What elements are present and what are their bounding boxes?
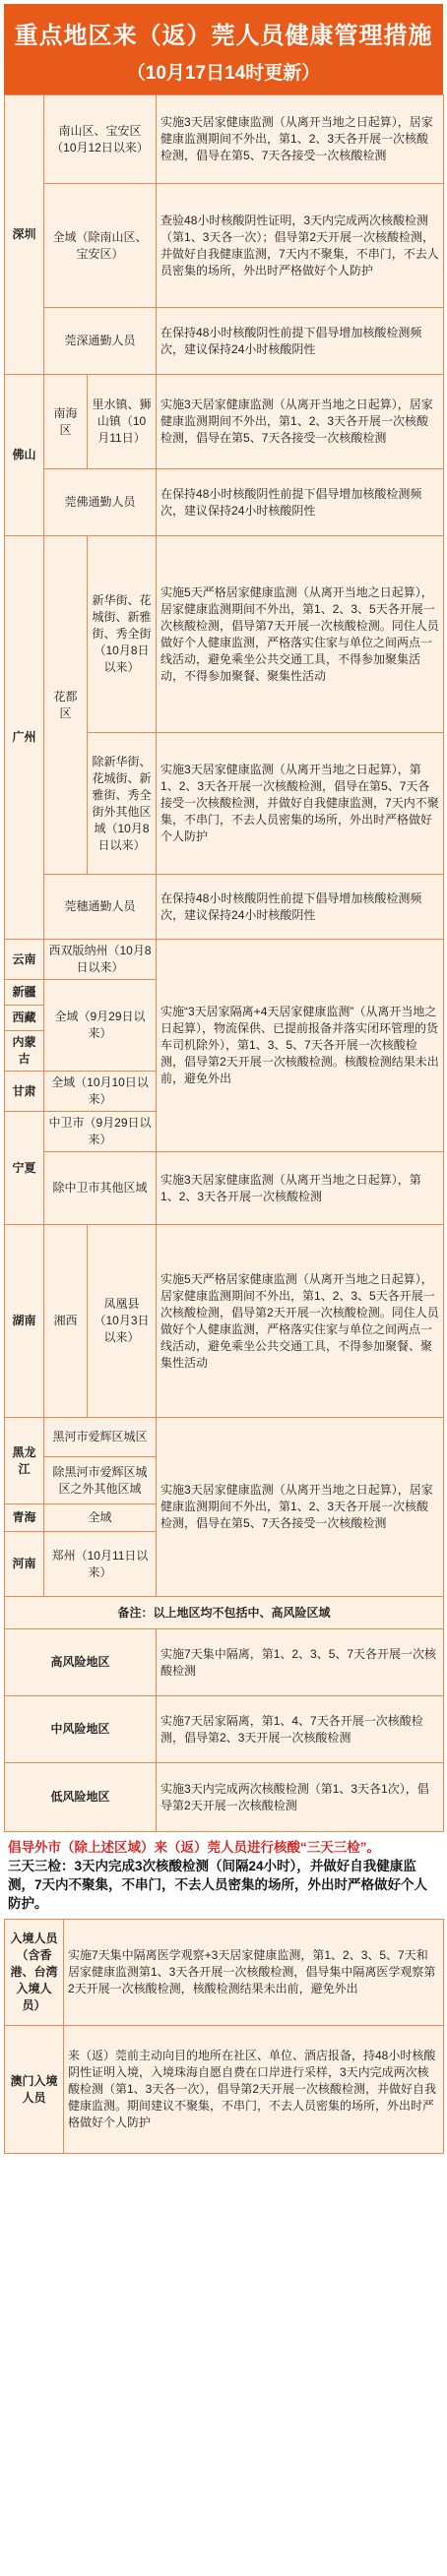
area-name: 里水镇、狮山镇（10月11日） (88, 375, 157, 469)
measure-text: 实施7天居家隔离，第1、4、7天各开展一次核酸检测，倡导第2、3天开展一次核酸检测 (157, 1696, 444, 1763)
page-title: 重点地区来（返）莞人员健康管理措施 (14, 23, 433, 49)
table-row (5, 375, 444, 469)
advice-block (4, 1832, 443, 1919)
table-row (5, 875, 444, 940)
measure-text: 在保持48小时核酸阴性前提下倡导增加核酸检测频次，建议保持24小时核酸阴性 (157, 308, 444, 375)
measure-text: 实施5天严格居家健康监测（从离开当地之日起算），居家健康监测期间不外出，第1、2、3、5天各开展一次核酸检测，倡导第7天开展一次核酸检测。同住人员做好个人健康监测，严格落实住家与单位之间两点一线活动，避免乘坐公共交通工具，不得参加聚集活动，不得参加聚餐、聚集性活动 (157, 536, 444, 733)
measure-text: 实施“3天居家隔离+4天居家健康监测”（从离开当地之日起算），物流保供、已提前报备并落实闭环管理的货车司机除外），第1、3、5、7天各开展一次核酸检测，倡导第2天开展一次核酸检测。核酸检测结果未出前，避免外出 (157, 940, 444, 1152)
note-row: 备注：以上地区均不包括中、高风险区域 (5, 1597, 444, 1629)
area-name: 黑河市爱辉区城区 (44, 1418, 157, 1457)
table-row (5, 1418, 444, 1457)
province-ningxia: 宁夏 (5, 1112, 44, 1225)
table-row (5, 1763, 444, 1832)
table-row (5, 2026, 444, 2154)
area-name: 郑州（10月11日以来） (44, 1532, 157, 1597)
province-xizang: 西藏 (5, 1006, 44, 1031)
table-row (5, 1225, 444, 1418)
advice-line-2: 三天三检：3天内完成3次核酸检测（间隔24小时），并做好自我健康监测，7天内不聚集，不串门，不去人员密集的场所，外出时严格做好个人防护。 (8, 1859, 428, 1911)
area-name: 全域（10月10日以来） (44, 1072, 157, 1112)
advice-line-1: 倡导外市（除上述区域）来（返）莞人员进行核酸“三天三检”。 (8, 1840, 380, 1855)
risk-label-low: 低风险地区 (5, 1763, 157, 1832)
table-row (5, 469, 444, 536)
area-name: 全域（除南山区、宝安区） (44, 184, 157, 308)
area-name: 新华街、花城街、新雅街、秀全街（10月8日以来） (88, 536, 157, 733)
area-name: 中卫市（9月29日以来） (44, 1112, 157, 1152)
table-row (5, 536, 444, 733)
province-foshan: 佛山 (5, 375, 44, 536)
table-row (5, 184, 444, 308)
measure-text: 实施3天居家健康监测（从离开当地之日起算），居家健康监测期间不外出，第1、2、3天各开展一次核酸检测，倡导在第5、7天各接受一次核酸检测 (157, 1418, 444, 1597)
table-row (5, 940, 444, 980)
province-neimenggu: 内蒙古 (5, 1031, 44, 1072)
measure-text: 实施3天居家健康监测（从离开当地之日起算），第1、2、3天各开展一次核酸检测 (157, 1152, 444, 1225)
table-row (5, 1597, 444, 1629)
measure-text: 来（返）莞前主动向目的地所在社区、单位、酒店报备，持48小时核酸阴性证明入境，入境珠海自愿自费在口岸进行采样，3天内完成两次核酸检测（第1、3天各一次），倡导第2天开展一次核酸检测，并做好自我健康监测。期间建议不聚集，不串门，不去人员密集的场所，外出时严格做好个人防护 (64, 2026, 444, 2154)
measure-text: 实施3天居家健康监测（从离开当地之日起算），居家健康监测期间不外出，第1、2、3天各开展一次核酸检测，倡导在第5、7天各接受一次核酸检测 (157, 95, 444, 184)
measure-text: 实施7天集中隔离，第1、2、3、5、7天各开展一次核酸检测 (157, 1629, 444, 1696)
measure-text: 实施3天居家健康监测（从离开当地之日起算），居家健康监测期间不外出，第1、2、3天各开展一次核酸检测，倡导在第5、7天各接受一次核酸检测 (157, 375, 444, 469)
table-row (5, 1920, 444, 2026)
measure-text: 实施5天严格居家健康监测（从离开当地之日起算），居家健康监测期间不外出，第1、2、3、5天各开展一次核酸检测，倡导第2天开展一次核酸检测。同住人员做好个人健康监测，严格落实住家与单位之间两点一线活动，避免乘坐公共交通工具，不得参加聚餐、聚集性活动 (157, 1225, 444, 1418)
area-name: 西双版纳州（10月8日以来） (44, 940, 157, 980)
table-row (5, 95, 444, 184)
area-name: 莞佛通勤人员 (44, 469, 157, 536)
measure-text: 在保持48小时核酸阴性前提下倡导增加核酸检测频次，建议保持24小时核酸阴性 (157, 469, 444, 536)
area-name: 全域（9月29日以来） (44, 980, 157, 1072)
province-yunnan: 云南 (5, 940, 44, 980)
province-gansu: 甘肃 (5, 1072, 44, 1112)
risk-label-mid: 中风险地区 (5, 1696, 157, 1763)
measure-text: 实施3天内完成两次核酸检测（第1、3天各1次），倡导第2天开展一次核酸检测 (157, 1763, 444, 1832)
risk-label-high: 高风险地区 (5, 1629, 157, 1696)
measure-text: 实施7天集中隔离医学观察+3天居家健康监测，第1、2、3、5、7天和居家健康监测第1、3天各开展一次核酸检测，倡导集中隔离医学观察第2天开展一次核酸检测，核酸检测结果未出前，避免外出 (64, 1920, 444, 2026)
district-name: 南海区 (44, 375, 88, 469)
province-hunan: 湖南 (5, 1225, 44, 1418)
measure-text: 查验48小时核酸阴性证明，3天内完成两次核酸检测（第1、3天各一次）；倡导第2天开展一次核酸检测，并做好自我健康监测，7天内不聚集，不串门，不去人员密集的场所，外出时严格做好个人防护 (157, 184, 444, 308)
measure-text: 实施3天居家健康监测（从离开当地之日起算），第1、2、3天各开展一次核酸检测，倡导在第5、7天各接受一次核酸检测，并做好自我健康监测，7天内不聚集，不串门，不去人员密集的场所，外出时严格做好个人防护 (157, 733, 444, 875)
area-name: 全域 (44, 1504, 157, 1532)
page (4, 4, 443, 2154)
area-name: 除中卫市其他区域 (44, 1152, 157, 1225)
table-row (5, 1152, 444, 1225)
macao-label: 澳门入境人员 (5, 2026, 64, 2154)
inbound-label: 入境人员（含香港、台湾入境人员） (5, 1920, 64, 2026)
area-name: 南山区、宝安区（10月12日以来） (44, 95, 157, 184)
inbound-table (4, 1919, 444, 2154)
province-henan: 河南 (5, 1532, 44, 1597)
area-name: 凤凰县（10月3日以来） (88, 1225, 157, 1418)
area-name: 莞穗通勤人员 (44, 875, 157, 940)
table-row (5, 1629, 444, 1696)
province-qinghai: 青海 (5, 1504, 44, 1532)
table-row (5, 1696, 444, 1763)
province-shenzhen: 深圳 (5, 95, 44, 375)
district-name: 花都区 (44, 536, 88, 875)
area-name: 除新华街、花城街、新雅街、秀全街外其他区域（10月8日以来） (88, 733, 157, 875)
area-name: 莞深通勤人员 (44, 308, 157, 375)
header (4, 4, 443, 94)
area-name: 除黑河市爱辉区城区之外其他区域 (44, 1457, 157, 1504)
measure-text: 在保持48小时核酸阴性前提下倡导增加核酸检测频次，建议保持24小时核酸阴性 (157, 875, 444, 940)
region-table (4, 94, 444, 1832)
table-row (5, 308, 444, 375)
district-name: 湘西 (44, 1225, 88, 1418)
update-time: （10月17日14时更新） (126, 63, 321, 84)
province-heilongjiang: 黑龙江 (5, 1418, 44, 1504)
province-xinjiang: 新疆 (5, 980, 44, 1006)
province-guangzhou: 广州 (5, 536, 44, 940)
